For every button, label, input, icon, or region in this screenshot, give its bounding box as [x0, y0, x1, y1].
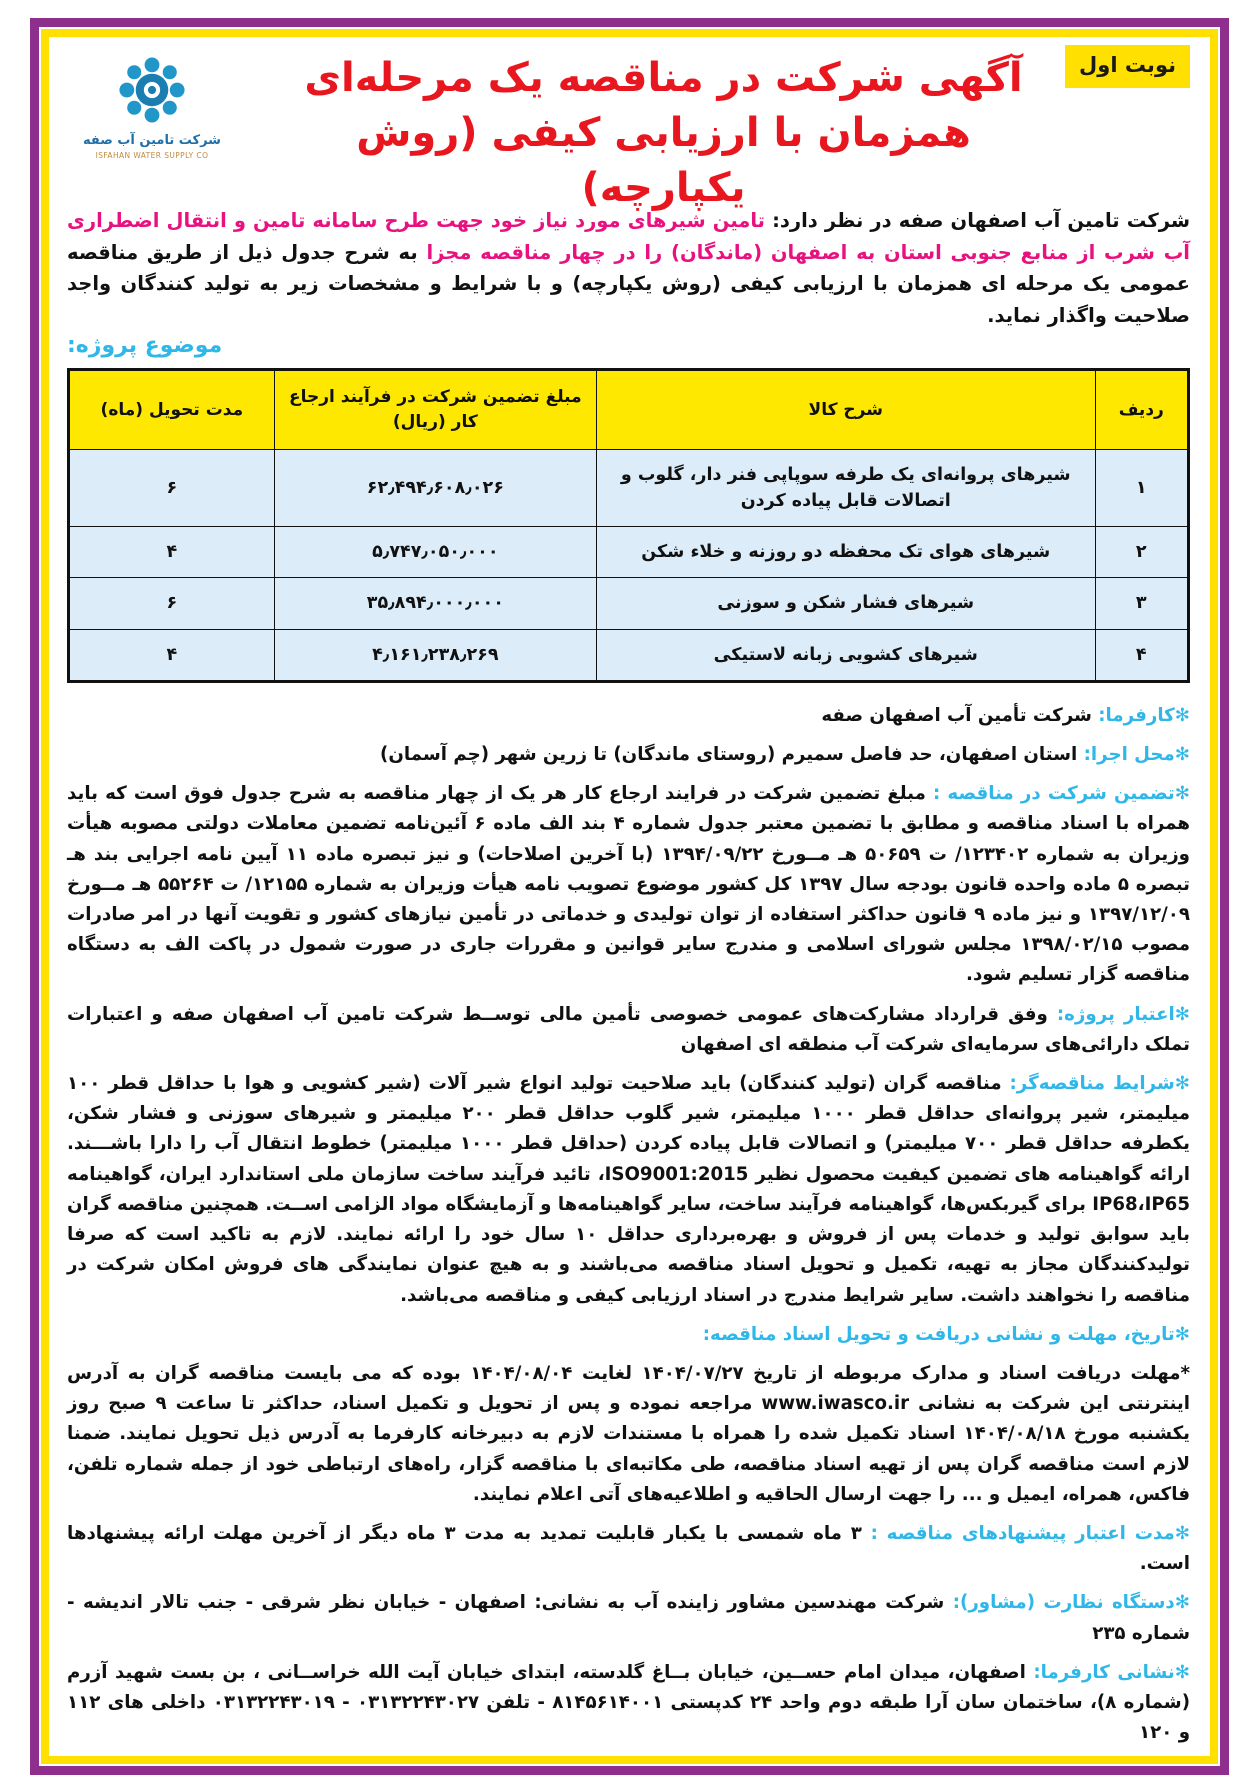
cell-sharh: شیرهای هوای تک محفظه دو روزنه و خلاء شکن [596, 527, 1095, 578]
cell-radif: ۴ [1095, 629, 1188, 681]
section-mahal-ejra-text: استان اصفهان، حد فاصل سمیرم (روستای ماندگان) تا زرین شهر (چم آسمان) [380, 744, 1078, 766]
section-dastgah-text: شرکت مهندسین مشاور زاینده آب به نشانی: اصفهان - خیابان نظر شرقی - جنب تالار اندیشه - شماره ۲۳۵ [67, 1592, 1190, 1644]
table-body [69, 449, 1189, 681]
section-dastgah-label: دستگاه نظارت (مشاور): [952, 1592, 1175, 1614]
section-tazmin-label: تضمین شرکت در مناقصه : [933, 783, 1175, 805]
section-neshani-label: نشانی کارفرما: [1033, 1661, 1175, 1683]
company-logo-subtitle: ISFAHAN WATER SUPPLY CO [95, 151, 209, 161]
company-logo-name: شرکت تامین آب صفه [83, 133, 221, 148]
column-header-sharh: شرح کالا [596, 370, 1095, 449]
cell-modat: ۶ [69, 578, 275, 629]
asterisk-icon: ✻ [1174, 1323, 1190, 1345]
table-row [69, 629, 1189, 681]
cell-sharh: شیرهای فشار شکن و سوزنی [596, 578, 1095, 629]
asterisk-icon: ✻ [1174, 1592, 1190, 1614]
section-karfarma-label: کارفرما: [1098, 704, 1175, 726]
cell-sharh: شیرهای پروانه‌ای یک طرفه سوپاپی فنر دار، گلوب و اتصالات قابل پیاده کردن [596, 449, 1095, 527]
asterisk-icon: ✻ [1174, 704, 1190, 726]
section-karfarma [67, 701, 1190, 731]
table-row [69, 449, 1189, 527]
asterisk-icon: ✻ [1174, 1522, 1190, 1544]
section-sharayet [67, 1069, 1190, 1311]
table-row [69, 578, 1189, 629]
tender-items-table [67, 368, 1190, 683]
page-title [287, 51, 1040, 217]
table-header-row [69, 370, 1189, 449]
cell-sharh: شیرهای کشویی زبانه لاستیکی [596, 629, 1095, 681]
section-etebar-label: اعتبار پروژه: [1056, 1003, 1175, 1025]
cell-modat: ۴ [69, 629, 275, 681]
section-tarikh-text-row [67, 1359, 1190, 1510]
asterisk-icon: ✻ [1174, 1073, 1190, 1095]
section-tarikh-text: *مهلت دریافت اسناد و مدارک مربوطه از تاریخ ۱۴۰۴/۰۷/۲۷ لغایت ۱۴۰۴/۰۸/۰۴ بوده که می بایست مناقصه گران به آدرس اینترنتی این شرکت به نشانی www.iwasco.ir مراجعه نموده و پس از تحویل و تکمیل اسناد، حداکثر تا ساعت ۹ صبح روز یکشنبه مورخ ۱۴۰۴/۰۸/۱۸ اسناد تکمیل شده را همراه با مستندات لازم به دبیرخانه کارفرما به آدرس ذیل تحویل نمایند. ضمنا لازم است مناقصه گران پس از تهیه اسناد مناقصه، طی مکاتبه‌ای با مناقصه گزار، راه‌های ارتباطی خود از جمله شماره تلفن، فاکس، همراه، ایمیل و ... را جهت ارسال الحاقیه و اطلاعیه‌های آتی اعلام نمایند. [67, 1362, 1190, 1505]
section-modat-etebar-text: ۳ ماه شمسی با یکبار قابلیت تمدید به مدت ۳ ماه دیگر از آخرین مهلت ارائه پیشنهادها است. [67, 1522, 1190, 1575]
document-body-sections [67, 701, 1190, 1749]
section-neshani [67, 1658, 1190, 1749]
section-karfarma-text: شرکت تأمین آب اصفهان صفه [821, 704, 1092, 726]
section-tarikh-label-row [67, 1320, 1190, 1350]
asterisk-icon: ✻ [1174, 744, 1190, 766]
section-modat-etebar [67, 1519, 1190, 1579]
section-dastgah [67, 1588, 1190, 1648]
cell-modat: ۴ [69, 527, 275, 578]
cell-mablagh: ۶۲٫۴۹۴٫۶۰۸٫۰۲۶ [274, 449, 596, 527]
section-modat-etebar-label: مدت اعتبار پیشنهادهای مناقصه : [870, 1522, 1175, 1544]
company-logo-block [77, 53, 227, 160]
section-neshani-text: اصفهان، میدان امام حســین، خیابان بــاغ گلدسته، ابتدای خیابان آیت الله خراســانی ، بن بست شهید آزرم (شماره ۸)، ساختمان سان آرا طبقه دوم واحد ۲۴ کدپستی ۸۱۴۵۶۱۴۰۰۱ - تلفن ۰۳۱۳۲۲۴۳۰۲۷ - ۰۳۱۳۲۲۴۳۰۱۹ داخلی های ۱۱۲ و ۱۲۰ [67, 1661, 1191, 1744]
table-row [69, 527, 1189, 578]
cell-radif: ۳ [1095, 578, 1188, 629]
intro-part-2: به شرح جدول ذیل از طریق مناقصه عمومی یک مرحله ای همزمان با ارزیابی کیفی (روش یکپارچه) و با شرایط و مشخصات زیر به تولید کنندگان واجد صلاحیت واگذار نماید. [67, 240, 1190, 327]
intro-highlight: تامین شیرهای مورد نیاز خود جهت طرح سامانه تامین و انتقال اضطراری آب شرب از منابع جنوبی استان به اصفهان (ماندگان) را در چهار مناقصه مجزا [67, 209, 1190, 264]
column-header-mablagh: مبلغ تضمین شرکت در فرآیند ارجاع کار (ریال) [274, 370, 596, 449]
intro-paragraph [67, 205, 1190, 331]
table-header-row-group [69, 370, 1189, 449]
notice-round-badge: نوبت اول [1065, 45, 1190, 88]
section-tazmin-text: مبلغ تضمین شرکت در فرایند ارجاع کار هر یک از چهار مناقصه به شرح جدول فوق است که باید همراه با اسناد مناقصه و مطابق با تضمین معتبر جدول شماره ۴ بند الف ماده ۶ آئین‌نامه تضمین معاملات دولتی مصوبه هیأت وزیران به شماره ۱۲۳۴۰۲/ ت ۵۰۶۵۹ هـ مــورخ ۱۳۹۴/۰۹/۲۲ (با آخرین اصلاحات) و نیز تبصره ماده ۱۱ آیین نامه اجرایی بند هـ تبصره ۵ ماده واحده قانون بودجه سال ۱۳۹۷ کل کشور موضوع تصویب نامه هیأت وزیران به شماره ۱۲۱۵۵/ ت ۵۵۲۶۴ هـ مــورخ ۱۳۹۷/۱۲/۰۹ و نیز ماده ۹ قانون حداکثر استفاده از توان تولیدی و خدماتی در تأمین نیازهای کشور و تقویت آنها در امر صادرات مصوب ۱۳۹۸/۰۲/۱۵ مجلس شورای اسلامی و مندرج سایر قوانین و مقررات جاری در صورت شمول در پاکت الف به دستگاه مناقصه گزار تسلیم شود. [67, 783, 1191, 986]
asterisk-icon: ✻ [1174, 783, 1190, 805]
section-mahal-ejra [67, 740, 1190, 770]
cell-modat: ۶ [69, 449, 275, 527]
column-header-modat: مدت تحویل (ماه) [69, 370, 275, 449]
section-tazmin [67, 779, 1190, 990]
cell-mablagh: ۵٫۷۴۷٫۰۵۰٫۰۰۰ [274, 527, 596, 578]
document-content [49, 37, 1210, 1756]
cell-mablagh: ۴٫۱۶۱٫۲۳۸٫۲۶۹ [274, 629, 596, 681]
water-flower-logo-icon [115, 53, 189, 127]
column-header-radif: ردیف [1095, 370, 1188, 449]
project-subject-label: موضوع پروژه: [67, 333, 223, 359]
section-sharayet-text: مناقصه گران (تولید کنندگان) باید صلاحیت تولید انواع شیر آلات (شیر کشویی و هوا با حداقل قطر ۱۰۰ میلیمتر، شیر پروانه‌ای حداقل قطر ۱۰۰۰ میلیمتر، شیر گلوب حداقل قطر ۲۰۰ میلیمتر و شیرهای سوزنی و فشار شکن، یکطرفه حداقل قطر ۷۰۰ میلیمتر) و اتصالات قابل پیاده کردن (حداقل قطر ۱۰۰۰ میلیمتر) خطوط انتقال آب را دارا باشـــند. ارائه گواهینامه های تضمین کیفیت محصول نظیر ISO9001:2015، تائید فرآیند ساخت سازمان ملی استاندارد ایران، گواهینامه IP68،IP65 برای گیربکس‌ها، گواهینامه فرآیند ساخت، سایر گواهینامه‌ها و آزمایشگاه مواد الزامی اســت. همچنین مناقصه گران باید سوابق تولید و خدمات پس از فروش و بهره‌برداری حداقل ۱۰ سال خود را ارائه نمایند. لازم به تاکید است که صرفا تولیدکنندگان مجاز به تهیه، تکمیل و تحویل اسناد مناقصه می‌باشند و به هیچ عنوان نمایندگی های فروش امکان شرکت در مناقصه را نخواهند داشت. سایر شرایط مندرج در اسناد ارزیابی کیفی و مناقصه می‌باشد. [67, 1073, 1190, 1306]
cell-radif: ۱ [1095, 449, 1188, 527]
section-sharayet-label: شرایط مناقصه‌گر: [1009, 1073, 1175, 1095]
asterisk-icon: ✻ [1174, 1003, 1190, 1025]
section-mahal-ejra-label: محل اجرا: [1083, 744, 1175, 766]
page-title-line-2: همزمان با ارزیابی کیفی (روش یکپارچه) [356, 110, 971, 212]
page-title-line-1: آگهی شرکت در مناقصه یک مرحله‌ای [304, 55, 1023, 101]
document-header [67, 43, 1190, 212]
section-tarikh-label: تاریخ، مهلت و نشانی دریافت و تحویل اسناد مناقصه: [702, 1323, 1175, 1345]
section-etebar [67, 1000, 1190, 1060]
cell-radif: ۲ [1095, 527, 1188, 578]
intro-part-1: شرکت تامین آب اصفهان صفه در نظر دارد: [772, 209, 1190, 232]
cell-mablagh: ۳۵٫۸۹۴٫۰۰۰٫۰۰۰ [274, 578, 596, 629]
section-etebar-text: وفق قرارداد مشارکت‌های عمومی خصوصی تأمین مالی توســط شرکت تامین آب اصفهان صفه و اعتبارات تملک دارائی‌های سرمایه‌ای شرکت آب منطقه ای اصفهان [67, 1003, 1190, 1055]
asterisk-icon: ✻ [1174, 1661, 1190, 1683]
